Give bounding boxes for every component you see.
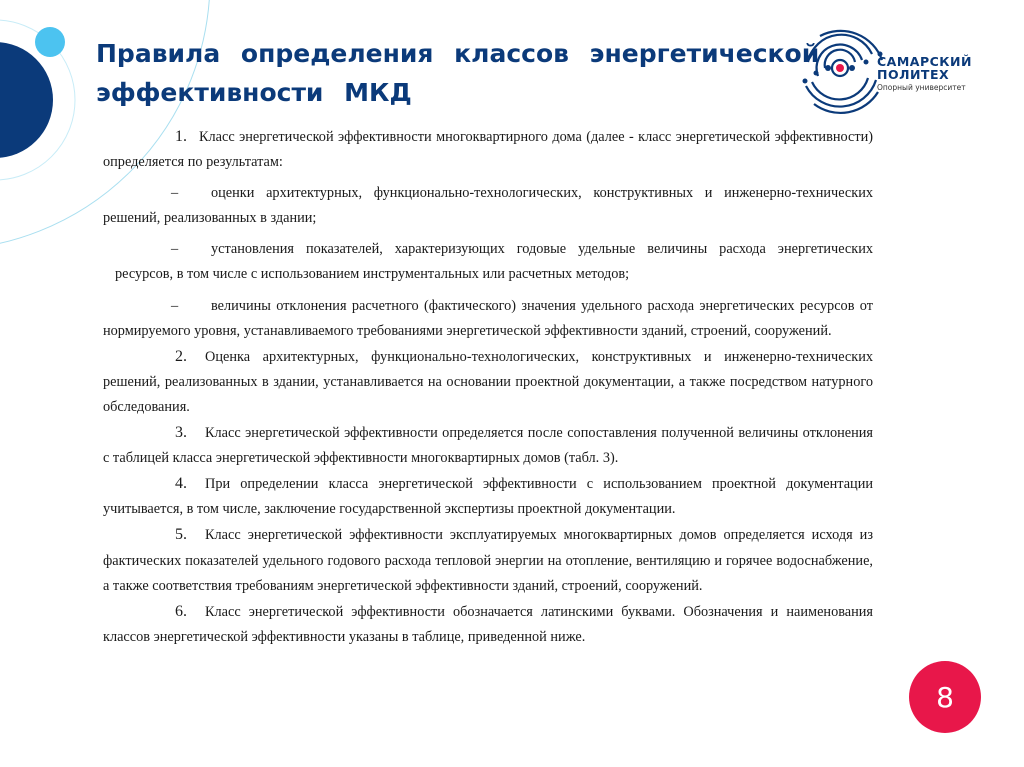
outer-ring: [0, 20, 75, 180]
bullet-text: оценки архитектурных, функционально-технологических, конструктивных и инженерно-технических решений, реализованных в здании;: [103, 185, 873, 227]
clause-2: [103, 344, 873, 420]
bullet-2: [103, 237, 873, 287]
clause-5: [103, 522, 873, 598]
page-title: [96, 34, 836, 112]
dash-marker: –: [171, 185, 179, 202]
clause-1: [103, 124, 873, 175]
clause-text: При определении класса энергетической эффективности с использованием проектной документации учитывается, в том числе, заключение государственной экспертизы проектной документации.: [103, 476, 873, 518]
clause-text: Класс энергетической эффективности эксплуатируемых многоквартирных домов определяется исходя из фактических показателей удельного годового расхода тепловой энергии на отопление, вентиляцию и горячее водоснабжение, а также соответствия требованиям энергетической эффективности зданий, строений, сооружений.: [103, 527, 873, 594]
light-blue-circle: [35, 27, 65, 57]
logo-name-line-1: САМАРСКИЙ: [877, 54, 972, 69]
clause-number: 2.: [175, 347, 187, 365]
clause-text: Класс энергетической эффективности многоквартирного дома (далее - класс энергетической эффективности) определяется по результатам:: [103, 129, 873, 171]
clause-text: Класс энергетической эффективности определяется после сопоставления полученной величины отклонения с таблицей класса энергетической эффективности многоквартирных домов (табл. 3).: [103, 425, 873, 467]
clause-text: Оценка архитектурных, функционально-технологических, конструктивных и инженерно-технических решений, реализованных в здании, устанавливается на основании проектной документации, а также посредством натурного обследования.: [103, 348, 873, 415]
clause-text: Класс энергетической эффективности обозначается латинскими буквами. Обозначения и наименования классов энергетической эффективности указаны в таблице, приведенной ниже.: [103, 603, 873, 645]
bullet-1: [103, 181, 873, 231]
dash-marker: –: [171, 241, 179, 258]
dash-marker: –: [171, 297, 179, 314]
clause-number: 1.: [175, 128, 187, 145]
document-body: [103, 124, 873, 650]
clause-number: 4.: [175, 475, 187, 493]
logo-subtitle: Опорный университет: [877, 83, 966, 92]
clause-number: 3.: [175, 424, 187, 442]
dark-blue-circle: [0, 42, 53, 158]
title-line-1: Правила определения классов энергетической: [96, 39, 820, 68]
logo-wordmark: [877, 55, 972, 92]
clause-number: 6.: [175, 602, 187, 620]
bullet-3: [103, 294, 873, 344]
clause-number: 5.: [175, 526, 187, 544]
bullet-text: величины отклонения расчетного (фактического) значения удельного расхода энергетических ресурсов от нормируемого уровня, устанавливаемого требованиями энергетической эффективности зданий, строений, сооружений.: [103, 297, 873, 339]
bullet-text: установления показателей, характеризующих годовые удельные величины расхода энергетических ресурсов, в том числе с использованием инструментальных или расчетных методов;: [115, 241, 873, 283]
clause-4: [103, 471, 873, 522]
title-line-2: эффективности МКД: [96, 78, 412, 107]
clause-6: [103, 599, 873, 650]
page-number-badge: 8: [909, 661, 981, 733]
logo-name-line-2: ПОЛИТЕХ: [877, 67, 950, 82]
clause-3: [103, 420, 873, 471]
